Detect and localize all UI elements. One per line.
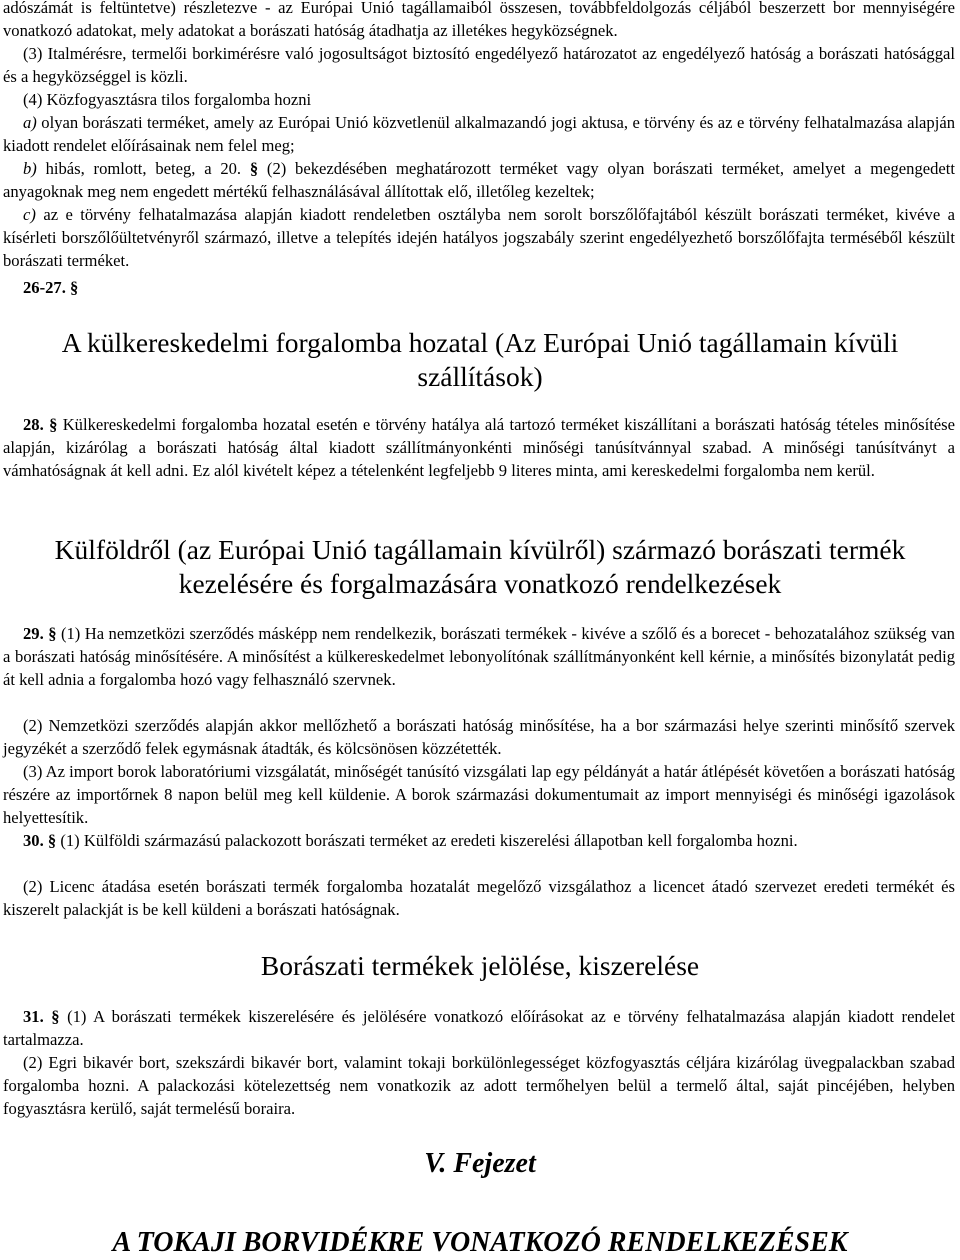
paragraph-4: (4) Közfogyasztásra tilos forgalomba hozni — [23, 90, 312, 109]
chapter-title: A TOKAJI BORVIDÉKRE VONATKOZÓ RENDELKEZÉSEK — [112, 1227, 848, 1258]
list-text-a: olyan borászati terméket, amely az Európai Unió közvetlenül alkalmazandó jogi aktusa, e törvény és az e törvény felhatalmazása alapján kiadott rendelet előírásainak nem felel meg; — [3, 113, 955, 156]
list-text-b-2: (2) bekezdésében meghatározott terméket vagy olyan borászati terméket, amelyet a megengedett anyagoknak meg nem engedett mértékű felhasználásával állítottak elő, illetőleg kezeltek; — [3, 159, 955, 202]
section-sign: § — [49, 415, 58, 434]
section-28 — [3, 413, 955, 482]
paragraph-continuation: adószámát is feltüntetve) részletezve - az Európai Unió tagállamaiból összesen, továbbfeldolgozás céljából beszerzett bor mennyiségére vonatkozó adatokat, mely adatokat a borászati hatóság átadhatja az illetékes hegyközségnek. — [3, 0, 955, 41]
section-text: (1) A borászati termékek kiszerelésére és jelölésére vonatkozó előírásokat az e törvény felhatalmazása alapján kiadott rendelet tartalmazza. — [3, 1007, 955, 1050]
heading-kulfoldrol: Külföldről (az Európai Unió tagállamain kívülről) származó borászati termék kezelésére és forgalmazására vonatkozó rendelkezések — [54, 534, 906, 599]
list-item-a — [3, 111, 955, 157]
section-number: 30. — [23, 831, 44, 850]
list-letter-c: c) — [23, 205, 36, 224]
section-sign: § — [51, 1007, 60, 1026]
section-text: (1) Ha nemzetközi szerződés másképp nem rendelkezik, borászati termékek - kivéve a szőlő és a borecet - behozatalához szükség van a borászati hatóság minősítésére. A minősítést a külkereskedelmet lebonyolítónak szállítmányonként kell kérnie, a minősítés bizonylatát pedig át kell adnia a forgalomba hozó vagy felhasználó szervnek. — [3, 624, 955, 690]
list-item-c — [3, 203, 955, 272]
section-sign: § — [70, 278, 79, 297]
section-30 — [3, 829, 955, 852]
list-letter-a: a) — [23, 113, 37, 132]
section-number: 31. — [23, 1007, 44, 1026]
chapter-heading: V. Fejezet — [424, 1148, 536, 1179]
section-number: 29. — [23, 624, 44, 643]
section-26-27 — [3, 276, 955, 299]
list-item-b — [3, 157, 955, 203]
section-30-2: (2) Licenc átadása esetén borászati termék forgalomba hozatalát megelőző vizsgálathoz a licencet átadó szervezet eredeti termékét és kiszerelt palackját is be kell küldeni a borászati hatóságnak. — [3, 877, 955, 920]
section-number: 28. — [23, 415, 44, 434]
list-letter-b: b) — [23, 159, 37, 178]
section-sign: § — [48, 624, 57, 643]
heading-kulkereskedelmi: A külkereskedelmi forgalomba hozatal (Az Európai Unió tagállamain kívüli szállítások) — [61, 327, 899, 392]
section-29 — [3, 622, 955, 691]
section-29-2: (2) Nemzetközi szerződés alapján akkor mellőzhető a borászati hatóság minősítése, ha a bor származási helye szerinti minősítő szervek jegyzékét a szerződő felek egymásnak átadták, és kölcsönösen közzétették. — [3, 716, 955, 759]
section-number: 26-27. — [23, 278, 66, 297]
section-sign: § — [249, 159, 259, 178]
section-text: Külkereskedelmi forgalomba hozatal esetén e törvény hatálya alá tartozó terméket kiszállítani a borászati hatóság tételes minősítése alapján, kizárólag a borászati hatóság által kiadott szállítmányonkénti minőségi tanúsítvánnyal szabad. A minőségi tanúsítványt a vámhatóságnak át kell adni. Ez alól kivételt képez a tételenként legfeljebb 9 literes minta, ami kereskedelmi forgalomba nem kerül. — [3, 415, 955, 481]
section-31 — [3, 1005, 955, 1051]
section-text: (1) Külföldi származású palackozott borászati terméket az eredeti kiszerelési állapotban kell forgalomba hozni. — [56, 831, 798, 850]
list-text-b-1: hibás, romlott, beteg, a 20. — [36, 159, 250, 178]
section-sign: § — [47, 831, 57, 850]
heading-jeloles: Borászati termékek jelölése, kiszerelése — [260, 950, 700, 981]
section-29-3: (3) Az import borok laboratóriumi vizsgálatát, minőségét tanúsító vizsgálati lap egy példányát a határ átlépését követően a borászati hatóság részére az importőrnek 8 napon belül meg kell küldenie. A borok származási dokumentumait az import mennyiségi és minőségi igazolások helyettesítik. — [3, 762, 955, 828]
section-31-2: (2) Egri bikavér bort, szekszárdi bikavér bort, valamint tokaji borkülönlegességet közfogyasztás céljára kizárólag üvegpalackban szabad forgalomba hozni. A palackozási kötelezettség nem vonatkozik az adott termőhelyen belül a termelő által, saját pincéjében, helyben fogyasztásra kerülő, saját termelésű boraira. — [3, 1053, 955, 1119]
list-text-c: az e törvény felhatalmazása alapján kiadott rendeletben osztályba nem sorolt borszőlőfajtából készült borászati terméket, kivéve a kísérleti borszőlőültetvényről származó, illetve a telepítés idején hatályos jogszabály szerint engedélyezhető borszőlőfajta terméséből készült borászati terméket. — [3, 205, 955, 271]
paragraph-3: (3) Italmérésre, termelői borkimérésre való jogosultságot biztosító engedélyező határozatot az engedélyező hatóság a borászati hatósággal és a hegyközséggel is közli. — [3, 44, 955, 87]
